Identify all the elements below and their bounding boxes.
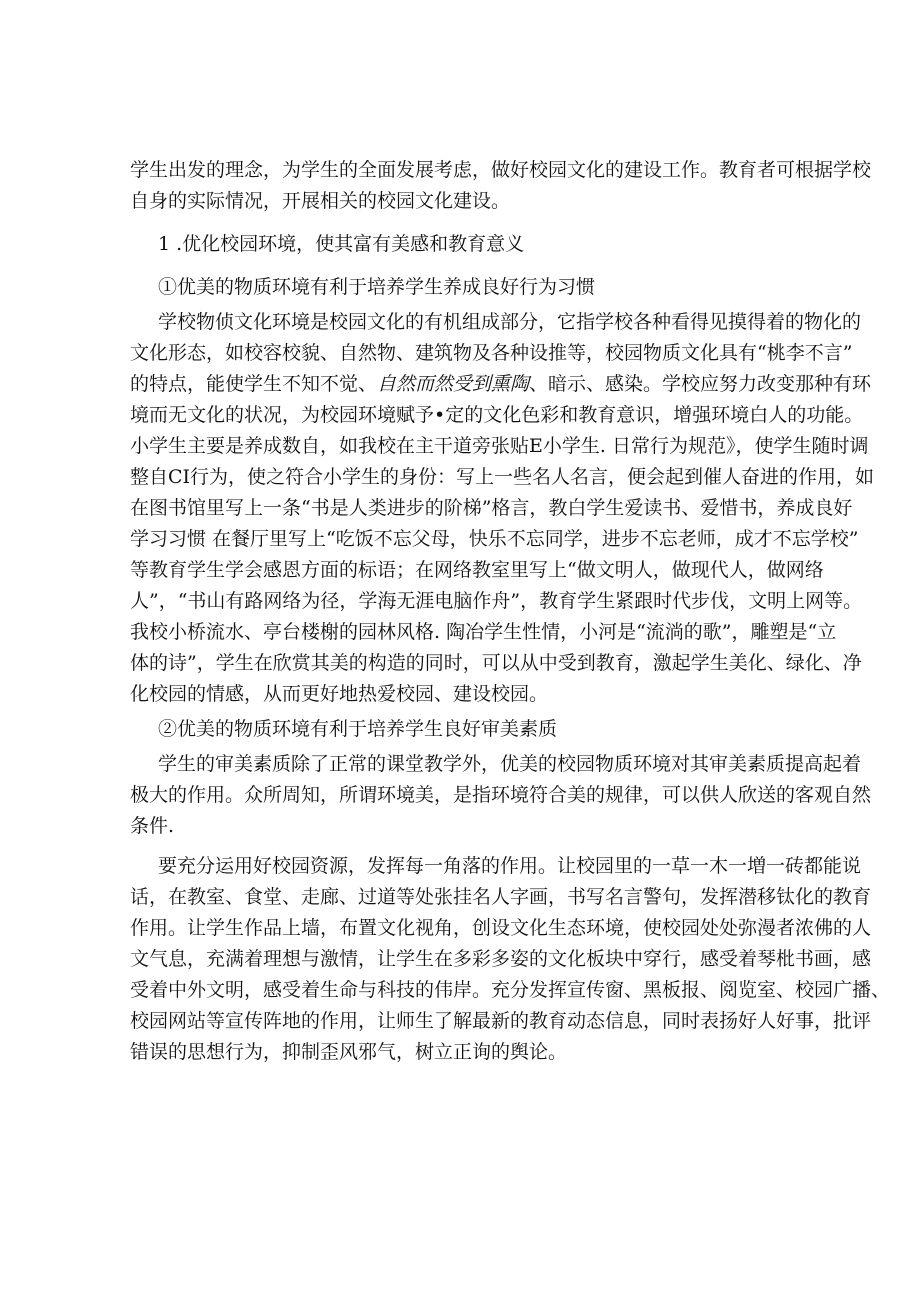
text-line: 文气息，充满着理想与激情，让学生在多彩多姿的文化板块中穿行，感受着琴枇书画，感 xyxy=(130,948,872,970)
text-line: 小学生主要是养成数自，如我校在主干道旁张贴E小学生. 日常行为规范》，使学生随时调 xyxy=(130,435,869,457)
text-line: 受着中外文明，感受着生命与科技的伟岸。充分发挥宣传窗、黑板报、阅览室、校园广播、 xyxy=(130,979,891,1001)
text-line: 等教育学生学会感恩方面的标语；在网络教室里写上“做文明人，做现代人，做网络 xyxy=(130,559,824,581)
text-line: 在图书馆里写上一条“书是人类进步的阶梯”格言，教白学生爱读书、爱惜书，养成良好 xyxy=(130,497,853,519)
document-page xyxy=(130,155,891,1068)
italic-text-segment: 自然而然受到熏陶 xyxy=(377,373,530,395)
body-paragraph xyxy=(130,749,872,842)
text-line: 文化形态，如校容校貌、自然物、建筑物及各种设推等，校园物质文化具有“桃李不言” xyxy=(130,342,853,364)
text-segment: 、暗示、感染。学校应努力改变那种有环 xyxy=(529,373,872,395)
text-line: 极大的作用。众所周知，所谓环境美，是指环境符合美的规律，可以供人欣送的客观自然 xyxy=(130,784,872,806)
text-line: 要充分运用好校园资源，发挥每一角落的作用。让校园里的一草一木一増一砖都能说 xyxy=(158,855,862,877)
subsection-heading: ②优美的物质环境有利于培养学生良好审美素质 xyxy=(158,718,558,740)
body-paragraph xyxy=(130,307,875,710)
text-line: 学生出发的理念，为学生的全面发展考虑，做好校园文化的建设工作。教育者可根据学校 xyxy=(130,159,872,181)
text-line: 体的诗”，学生在欣赏其美的构造的同时，可以从中受到教育，激起学生美化、绿化、净 xyxy=(130,652,862,674)
text-line: 话，在教室、食堂、走廊、过道等处张挂名人字画，书写名言警句，发挥潜移钛化的教育 xyxy=(130,886,872,908)
text-line: 自身的实际情况，开展相关的校园文化建设。 xyxy=(130,190,511,212)
text-line: 作用。让学生作品上墙，布置文化视角，创设文化生态环境，使校园处处弥漫者浓佛的人 xyxy=(130,917,872,939)
text-line: 错误的思想行为，抑制歪风邪气，树立正询的舆论。 xyxy=(130,1041,568,1063)
section-heading: 1 .优化校园环境，使其富有美感和教育意义 xyxy=(158,233,525,255)
text-line: 学生的审美素质除了正常的课堂教学外，优美的校园物质环境对其审美素质提高起着 xyxy=(158,753,862,775)
text-line xyxy=(130,369,872,400)
text-line: 化校园的情感，从而更好地热爱校园、建设校园。 xyxy=(130,683,549,705)
text-line: 学校物侦文化环境是校园文化的有机组成部分，它指学校各种看得见摸得着的物化的 xyxy=(158,311,862,333)
subsection-heading: ①优美的物质环境有利于培养学生养成良好行为习惯 xyxy=(158,276,596,298)
text-line: 校园网站等宣传阵地的作用，让师生了解最新的教育动态信息，同时表扬好人好事，批评 xyxy=(130,1010,872,1032)
text-line: 我校小桥流水、亭台楼榭的园林风格. 陶冶学生性情，小河是“流淌的歌”，雕塑是“立 xyxy=(130,621,837,643)
text-line: 人”，“书山有路网络为径，学海无涯电脑作舟”，教育学生紧跟时代步伐，文明上网等。 xyxy=(130,590,863,612)
text-segment: 的特点，能使学生不知不觉、 xyxy=(130,373,378,395)
body-paragraph xyxy=(130,851,891,1068)
text-line: 条件. xyxy=(130,815,175,837)
text-line: 整自CI行为，使之符合小学生的身份：写上一些名人名言，便会起到催人奋进的作用，如 xyxy=(130,466,875,488)
text-line: 学习习惯 在餐厅里写上“吃饭不忘父母，快乐不忘同学，进步不忘老师，成才不忘学校” xyxy=(130,528,859,550)
text-line: 境而无文化的状况，为校园环境赋予•定的文化色彩和教育意识，增强环境白人的功能。 xyxy=(130,404,864,426)
intro-paragraph xyxy=(130,155,872,217)
